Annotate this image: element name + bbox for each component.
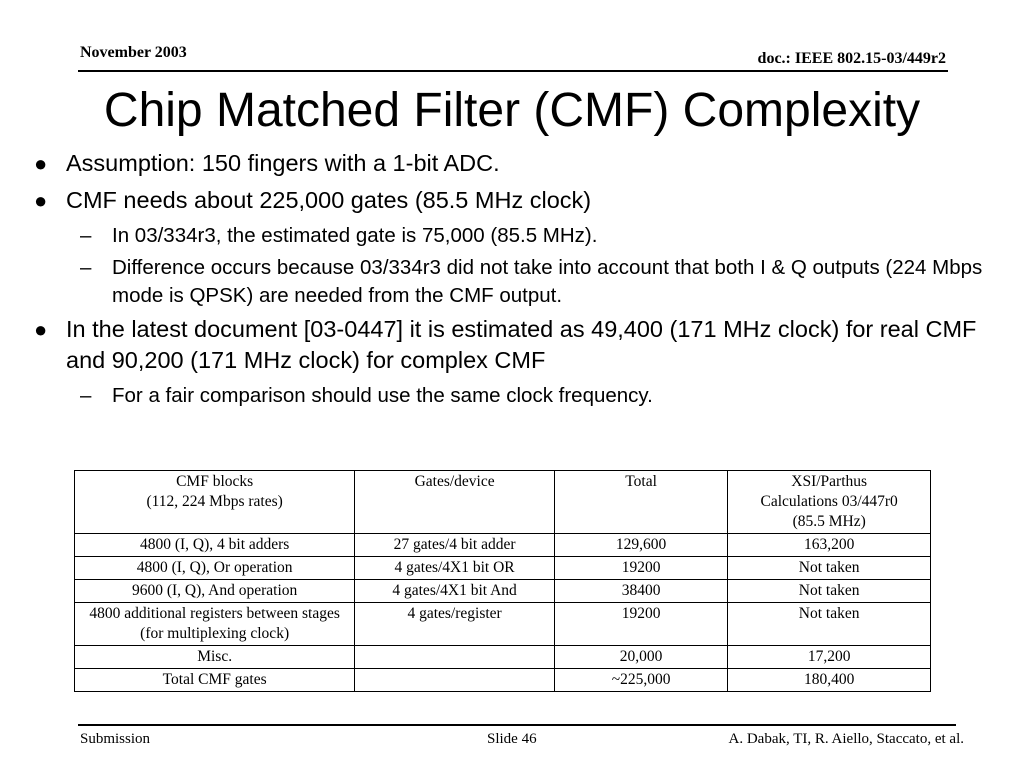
sub-bullet-text: For a fair comparison should use the same clock frequency.: [112, 384, 653, 407]
bullet-item: [34, 148, 994, 179]
cell-total: 129,600: [554, 534, 727, 557]
cell-xsi: Not taken: [728, 603, 931, 646]
cell-xsi: 180,400: [728, 669, 931, 692]
header-cmf-blocks: [75, 471, 355, 534]
table-row: [75, 534, 931, 557]
header-cmf-blocks-line2: (112, 224 Mbps rates): [146, 493, 283, 510]
bullet-dot-icon: ●: [34, 317, 48, 342]
dash-icon: –: [80, 256, 92, 279]
cell-block: 9600 (I, Q), And operation: [75, 580, 355, 603]
header-total: Total: [554, 471, 727, 534]
cell-gates: 4 gates/4X1 bit And: [355, 580, 555, 603]
bullet-text: Assumption: 150 fingers with a 1-bit ADC.: [66, 150, 500, 176]
cell-xsi: 163,200: [728, 534, 931, 557]
cell-xsi: 17,200: [728, 646, 931, 669]
cell-block: 4800 (I, Q), 4 bit adders: [75, 534, 355, 557]
header-xsi-line3: (85.5 MHz): [792, 513, 866, 530]
header-xsi-parthus: [728, 471, 931, 534]
header-xsi-line2: Calculations 03/447r0: [760, 493, 898, 510]
header-gates-device: Gates/device: [355, 471, 555, 534]
cell-gates: [355, 669, 555, 692]
slide-title: Chip Matched Filter (CMF) Complexity: [103, 84, 921, 137]
header-cmf-blocks-line1: CMF blocks: [176, 473, 254, 490]
table-header-row: [75, 471, 931, 534]
sub-bullet-text: In 03/334r3, the estimated gate is 75,000 (85.5 MHz).: [112, 224, 598, 247]
bullet-text: CMF needs about 225,000 gates (85.5 MHz clock): [66, 187, 592, 213]
header-doc-id: doc.: IEEE 802.15-03/449r2: [757, 50, 946, 67]
bullet-list: [34, 148, 994, 414]
cell-gates: 4 gates/register: [355, 603, 555, 646]
table-total-row: [75, 669, 931, 692]
cell-xsi: Not taken: [728, 580, 931, 603]
cell-total: 19200: [554, 557, 727, 580]
bullet-dot-icon: ●: [34, 151, 48, 176]
cell-block: Total CMF gates: [75, 669, 355, 692]
footer-submission: Submission: [80, 731, 151, 747]
table-row: [75, 580, 931, 603]
cmf-complexity-table: [74, 470, 931, 692]
cell-block: 4800 (I, Q), Or operation: [75, 557, 355, 580]
cell-gates: [355, 646, 555, 669]
table-row: [75, 557, 931, 580]
sub-bullet-item: [34, 382, 994, 410]
cell-total: 19200: [554, 603, 727, 646]
bullet-item: [34, 314, 994, 376]
bullet-item: [34, 185, 994, 216]
dash-icon: –: [80, 224, 92, 247]
sub-bullet-text: Difference occurs because 03/334r3 did not take into account that both I & Q outputs (224 Mbps mode is QPSK) are needed from the CMF output.: [112, 256, 983, 307]
sub-bullet-item: [34, 254, 994, 310]
bullet-dot-icon: ●: [34, 188, 48, 213]
table-row: [75, 603, 931, 646]
cell-total: 20,000: [554, 646, 727, 669]
sub-bullet-item: [34, 222, 994, 250]
cell-gates: 4 gates/4X1 bit OR: [355, 557, 555, 580]
header-xsi-line1: XSI/Parthus: [791, 473, 868, 490]
bullet-text: In the latest document [03-0447] it is estimated as 49,400 (171 MHz clock) for real CMF and 90,200 (171 MHz clock) for complex CMF: [66, 316, 977, 373]
table-row: [75, 646, 931, 669]
cell-total: ~225,000: [554, 669, 727, 692]
cell-gates: 27 gates/4 bit adder: [355, 534, 555, 557]
footer-authors: A. Dabak, TI, R. Aiello, Staccato, et al.: [728, 731, 964, 747]
cell-block: 4800 additional registers between stages (for multiplexing clock): [75, 603, 355, 646]
cell-block: Misc.: [75, 646, 355, 669]
header-rule: [78, 70, 948, 72]
footer-rule: [78, 724, 956, 726]
cell-xsi: Not taken: [728, 557, 931, 580]
dash-icon: –: [80, 384, 92, 407]
header-date: November 2003: [80, 44, 187, 61]
footer-slide-number: Slide 46: [487, 731, 537, 747]
cell-total: 38400: [554, 580, 727, 603]
